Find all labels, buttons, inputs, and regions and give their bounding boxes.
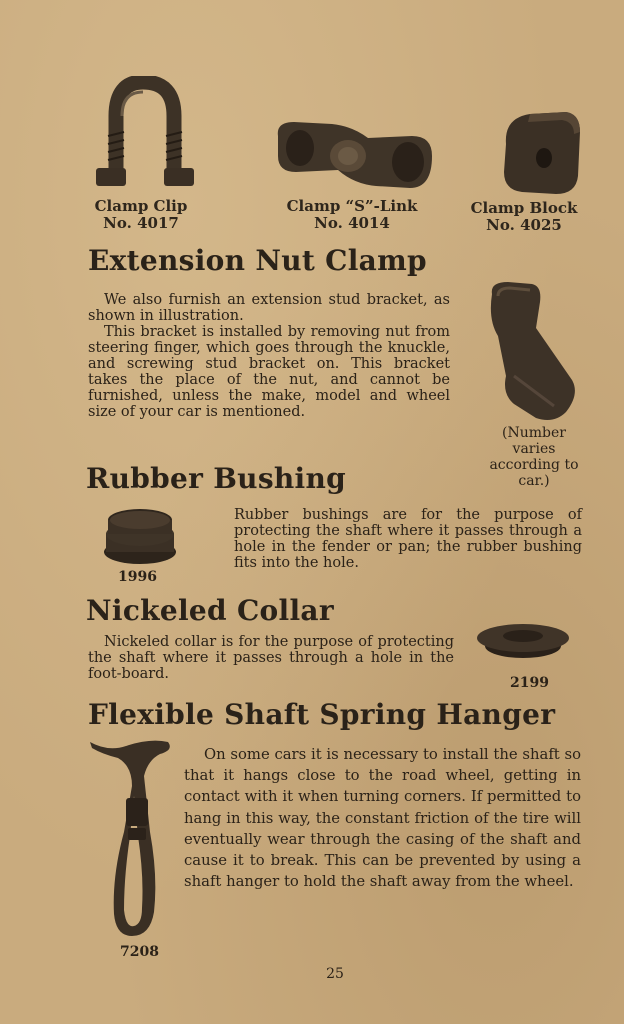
clamp-block-number: No. 4025 <box>486 216 562 234</box>
extension-note: (Number varies according to car.) <box>489 425 579 489</box>
flexible-shaft-spring-hanger-number: 7208 <box>120 944 159 960</box>
extension-paragraph-2: This bracket is installed by removing nut from steering finger, which goes through the knuckle, and screwing stud bracket on. This bracket takes the place of the nut, and cannot be furnished, unless the make, model and wheel size of your car is mentioned. <box>88 324 450 420</box>
clamp-clip-illustration <box>88 76 198 192</box>
clamp-clip-caption <box>80 198 202 232</box>
extension-stud-bracket-illustration <box>484 280 580 424</box>
rubber-bushing-illustration <box>100 506 180 568</box>
clamp-s-link-illustration <box>272 116 436 194</box>
nickeled-collar-paragraph: Nickeled collar is for the purpose of protecting the shaft where it passes through a hole in the foot-board. <box>88 634 454 682</box>
flexible-shaft-spring-hanger-text <box>184 744 581 892</box>
nickeled-collar-text <box>88 634 454 682</box>
clamp-block-illustration <box>500 110 584 198</box>
clamp-s-link-number: No. 4014 <box>314 214 390 232</box>
nickeled-collar-heading: Nickeled Collar <box>86 594 334 627</box>
extension-nut-clamp-text <box>88 292 450 420</box>
rubber-bushing-number: 1996 <box>118 569 157 585</box>
extension-paragraph-1: We also furnish an extension stud bracket, as shown in illustration. <box>88 292 450 324</box>
clamp-clip-name: Clamp Clip <box>94 197 188 215</box>
clamp-clip-number: No. 4017 <box>103 214 179 232</box>
flexible-shaft-spring-hanger-illustration <box>88 736 178 940</box>
flexible-shaft-spring-hanger-heading: Flexible Shaft Spring Hanger <box>88 698 556 731</box>
rubber-bushing-heading: Rubber Bushing <box>86 462 347 495</box>
flexible-shaft-spring-hanger-paragraph: On some cars it is necessary to install the shaft so that it hangs close to the road wheel, getting in contact with it when turning corners. If permitted to hang in this way, the constant friction of the tire will eventually wear through the casing of the shaft and cause it to break. This can be prevented by using a shaft hanger to hold the shaft away from the wheel. <box>184 746 581 891</box>
extension-nut-clamp-heading: Extension Nut Clamp <box>88 244 427 277</box>
nickeled-collar-number: 2199 <box>510 675 549 691</box>
rubber-bushing-text: Rubber bushings are for the purpose of protecting the shaft where it passes through a hole in the fender or pan; the rubber bushing fits into the hole. <box>234 507 582 571</box>
clamp-block-caption <box>458 200 590 234</box>
page-number: 25 <box>326 966 344 982</box>
nickeled-collar-illustration <box>476 618 570 664</box>
clamp-s-link-caption <box>262 198 442 232</box>
clamp-s-link-name: Clamp “S”-Link <box>286 197 418 215</box>
clamp-block-name: Clamp Block <box>470 199 578 217</box>
